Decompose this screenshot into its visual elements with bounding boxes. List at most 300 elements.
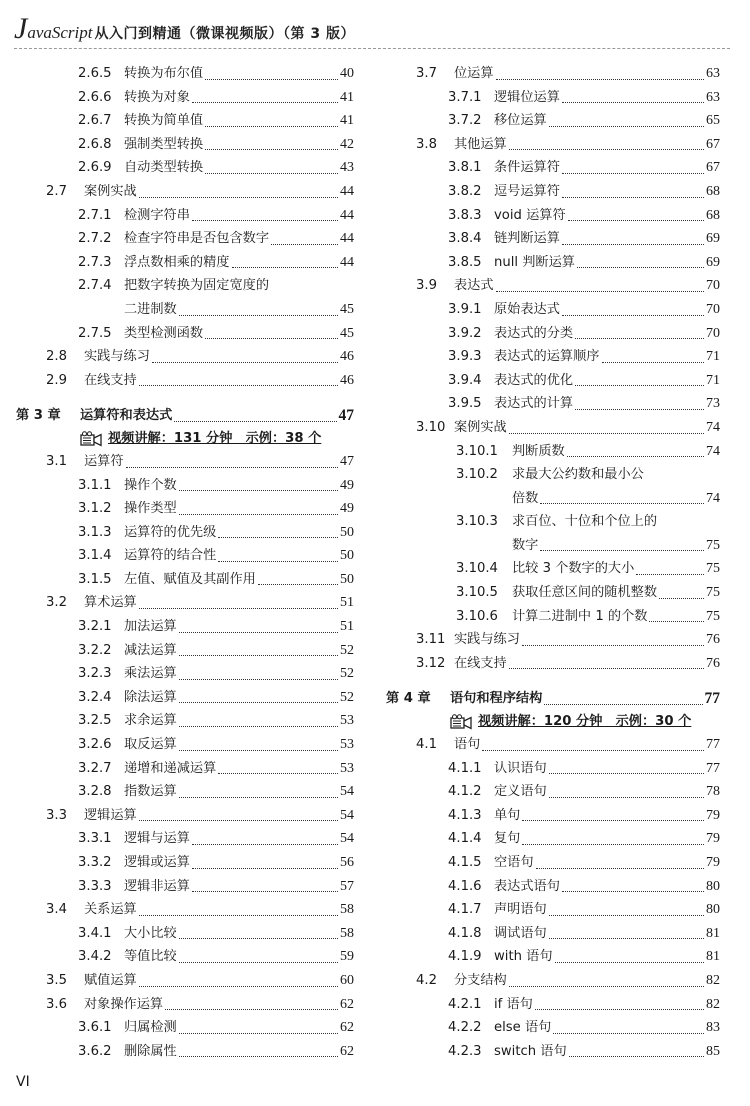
toc-entry[interactable] (14, 615, 354, 639)
toc-entry-number: 3.8.3 (448, 207, 482, 223)
toc-entry-number: 3.2.3 (78, 666, 112, 682)
toc-entry[interactable] (14, 133, 354, 157)
toc-entry-page: 50 (340, 524, 354, 540)
toc-entry-number: 3.1.5 (78, 571, 112, 587)
toc-entry-page: 76 (706, 655, 720, 671)
toc-entry[interactable] (384, 463, 720, 487)
toc-entry-page: 85 (706, 1043, 720, 1059)
toc-entry-page: 63 (706, 66, 720, 81)
toc-entry-title: 求余运算 (124, 713, 177, 729)
dot-leader (562, 86, 704, 104)
toc-entry-page: 81 (706, 925, 720, 941)
toc-entry[interactable] (14, 521, 354, 545)
toc-entry[interactable] (384, 204, 720, 228)
dot-leader (575, 322, 704, 340)
toc-entry[interactable] (384, 557, 720, 581)
toc-entry-title: 表达式语句 (494, 878, 560, 894)
toc-entry[interactable] (384, 875, 720, 899)
toc-entry-title: 对象操作运算 (84, 996, 164, 1012)
toc-entry-title: 求百位、十位和个位上的 (512, 514, 658, 530)
toc-entry[interactable] (384, 827, 720, 851)
dot-leader (179, 686, 338, 704)
toc-entry[interactable] (14, 345, 354, 369)
toc-entry[interactable] (14, 757, 354, 781)
toc-entry-page: 47 (340, 453, 354, 469)
toc-entry-page: 44 (340, 183, 354, 199)
toc-entry[interactable] (14, 827, 354, 851)
toc-entry[interactable] (384, 86, 720, 110)
toc-entry[interactable] (14, 591, 354, 615)
toc-entry[interactable] (14, 274, 354, 298)
toc-entry[interactable] (14, 662, 354, 686)
toc-entry[interactable] (384, 804, 720, 828)
dot-leader (522, 804, 704, 822)
toc-entry-page: 59 (340, 949, 354, 965)
toc-entry[interactable] (384, 392, 720, 416)
toc-entry[interactable] (384, 628, 720, 652)
toc-entry[interactable] (14, 993, 354, 1017)
toc-entry-page: 49 (340, 477, 354, 493)
toc-entry[interactable] (384, 733, 720, 757)
toc-entry-number: 第 3 章 (16, 408, 61, 424)
toc-entry-number: 2.7.2 (78, 231, 112, 247)
toc-entry-title: 表达式 (454, 278, 494, 294)
toc-entry[interactable] (14, 851, 354, 875)
dot-leader (549, 109, 704, 127)
toc-entry-number: 3.1.3 (78, 524, 112, 540)
toc-entry-page: 44 (340, 254, 354, 270)
toc-entry-page: 63 (706, 89, 720, 105)
dot-leader (496, 62, 704, 80)
toc-entry-title: 调试语句 (494, 925, 547, 941)
toc-entry-number: 4.1 (416, 737, 437, 753)
toc-entry-page: 44 (340, 207, 354, 223)
toc-entry-number: 3.9.5 (448, 396, 482, 412)
toc-entry-number: 3.2.7 (78, 760, 112, 776)
toc-entry-page: 45 (340, 325, 354, 341)
toc-entry-page: 57 (340, 878, 354, 894)
toc-entry-title: 逻辑非运算 (124, 878, 190, 894)
section-gap (384, 675, 720, 687)
toc-entry[interactable] (384, 945, 720, 969)
toc-entry[interactable] (14, 369, 354, 393)
toc-entry-number: 3.9.2 (448, 325, 482, 341)
toc-entry-title: 实践与练习 (84, 349, 150, 365)
toc-entry-page: 75 (706, 537, 720, 553)
toc-entry-number: 2.7 (46, 183, 67, 199)
toc-entry-page: 80 (706, 878, 720, 894)
toc-entry-number: 3.2.6 (78, 737, 112, 753)
toc-entry-number: 3.8.2 (448, 183, 482, 199)
toc-entry-page: 52 (340, 642, 354, 658)
toc-entry[interactable] (14, 686, 354, 710)
toc-entry-title: 在线支持 (454, 655, 507, 671)
toc-entry-title: 删除属性 (124, 1043, 177, 1059)
toc-entry[interactable] (14, 945, 354, 969)
toc-entry-page: 82 (706, 996, 720, 1012)
toc-entry-number: 3.2.1 (78, 619, 112, 635)
header-title-lead: J (14, 12, 28, 45)
dot-leader (536, 851, 704, 869)
toc-entry-number: 2.6.8 (78, 136, 112, 152)
toc-entry-number: 4.1.2 (448, 784, 482, 800)
toc-entry[interactable] (384, 440, 720, 464)
dot-leader (496, 274, 704, 292)
toc-entry-number: 3.9.4 (448, 372, 482, 388)
toc-entry-number: 4.1.5 (448, 855, 482, 870)
toc-entry-number: 3.3.1 (78, 831, 112, 847)
toc-entry-title: 表达式的运算顺序 (494, 349, 600, 365)
dot-leader (482, 733, 704, 751)
toc-entry-title: 运算符的优先级 (124, 524, 217, 540)
toc-entry-continuation[interactable] (384, 487, 720, 511)
toc-entry-title: 强制类型转换 (124, 136, 204, 152)
toc-entry-continuation[interactable] (384, 534, 720, 558)
section-gap (14, 392, 354, 404)
toc-entry[interactable] (384, 780, 720, 804)
toc-entry-page: 68 (706, 183, 720, 199)
toc-entry-page: 56 (340, 855, 354, 870)
toc-entry-page: 79 (706, 831, 720, 847)
toc-entry-number: 4.2.3 (448, 1043, 482, 1059)
dot-leader (139, 591, 338, 609)
toc-entry-title: 原始表达式 (494, 301, 560, 317)
toc-entry-page: 76 (706, 632, 720, 648)
dot-leader (126, 450, 338, 468)
toc-entry[interactable] (384, 345, 720, 369)
toc-entry-title: 链判断运算 (494, 231, 560, 247)
toc-entry-title: 操作个数 (124, 477, 177, 493)
toc-entry[interactable] (384, 993, 720, 1017)
toc-entry-page: 75 (706, 561, 720, 577)
toc-entry-title: else 语句 (494, 1020, 552, 1036)
dot-leader (179, 497, 338, 515)
toc-entry-page: 62 (340, 1043, 354, 1059)
toc-entry[interactable] (384, 133, 720, 157)
toc-entry-number: 3.2.5 (78, 713, 112, 729)
dot-leader (192, 86, 338, 104)
toc-entry-title: 运算符的结合性 (124, 548, 217, 564)
toc-chapter-entry[interactable] (384, 687, 720, 711)
toc-entry-title: 表达式的计算 (494, 396, 574, 412)
toc-entry[interactable] (384, 510, 720, 534)
toc-entry[interactable] (384, 109, 720, 133)
toc-entry-number: 3.12 (416, 655, 446, 671)
dot-leader (602, 345, 705, 363)
toc-entry-number: 3.10.4 (456, 561, 498, 577)
toc-entry[interactable] (14, 204, 354, 228)
toc-entry-title: 转换为布尔值 (124, 66, 204, 81)
toc-entry-title: 转换为对象 (124, 89, 190, 105)
toc-entry-title: 计算二进制中 1 的个数 (512, 608, 648, 624)
toc-entry-page: 41 (340, 89, 354, 105)
dot-leader (258, 568, 338, 586)
toc-entry[interactable] (14, 922, 354, 946)
toc-entry-page: 42 (340, 136, 354, 152)
toc-entry-number: 3.9.1 (448, 301, 482, 317)
dot-leader (179, 709, 338, 727)
toc-entry[interactable] (384, 581, 720, 605)
toc-entry[interactable] (14, 898, 354, 922)
dot-leader (192, 827, 338, 845)
toc-entry-number: 3.10 (416, 419, 446, 435)
toc-entry-number: 2.7.1 (78, 207, 112, 223)
toc-entry[interactable] (14, 1016, 354, 1040)
toc-entry-page: 54 (340, 807, 354, 823)
toc-entry-page: 46 (340, 349, 354, 365)
toc-entry[interactable] (14, 227, 354, 251)
toc-entry-continuation[interactable] (14, 298, 354, 322)
toc-entry-title: 声明语句 (494, 902, 547, 918)
toc-entry[interactable] (384, 274, 720, 298)
toc-entry-title: 逻辑与运算 (124, 831, 190, 847)
toc-entry-title: 取反运算 (124, 737, 177, 753)
toc-entry-title: 获取任意区间的随机整数 (512, 585, 658, 601)
toc-entry-title: 大小比较 (124, 925, 177, 941)
toc-entry-number: 2.7.3 (78, 254, 112, 270)
toc-entry-number: 3.10.2 (456, 467, 498, 483)
toc-entry[interactable] (14, 1040, 354, 1064)
toc-entry[interactable] (384, 898, 720, 922)
toc-entry-page: 54 (340, 831, 354, 847)
toc-entry-title: 语句和程序结构 (450, 691, 543, 707)
dot-leader (636, 557, 704, 575)
toc-entry[interactable] (14, 709, 354, 733)
toc-entry[interactable] (384, 156, 720, 180)
toc-entry-number: 3.8.4 (448, 231, 482, 247)
toc-entry[interactable] (384, 851, 720, 875)
toc-entry[interactable] (14, 109, 354, 133)
toc-entry[interactable] (14, 251, 354, 275)
toc-entry-number: 3.2.2 (78, 642, 112, 658)
toc-entry[interactable] (384, 605, 720, 629)
toc-entry-number: 3.11 (416, 632, 446, 648)
toc-entry-title: 在线支持 (84, 372, 137, 388)
toc-entry[interactable] (14, 804, 354, 828)
toc-entry-page: 52 (340, 689, 354, 705)
toc-entry[interactable] (384, 652, 720, 676)
dot-leader (192, 875, 338, 893)
dot-leader (192, 204, 338, 222)
toc-entry-title: 运算符和表达式 (80, 408, 173, 424)
toc-entry-title: 除法运算 (124, 689, 177, 705)
toc-entry-number: 3.4.1 (78, 925, 112, 941)
toc-entry-page: 73 (706, 396, 720, 412)
toc-entry-number: 4.1.7 (448, 902, 482, 918)
toc-entry[interactable] (14, 322, 354, 346)
toc-entry-title: 乘法运算 (124, 666, 177, 682)
toc-entry-title: 案例实战 (84, 183, 137, 199)
header-title-cn: 从入门到精通（微课视频版）（第 3 版） (94, 26, 355, 42)
toc-entry-title: 语句 (454, 737, 481, 753)
toc-entry[interactable] (14, 450, 354, 474)
toc-entry-title: 左值、赋值及其副作用 (124, 571, 256, 587)
video-camera-icon (450, 714, 472, 730)
toc-entry-title: 转换为简单值 (124, 113, 204, 129)
toc-entry-number: 4.1.3 (448, 807, 482, 823)
toc-entry[interactable] (14, 180, 354, 204)
toc-entry-title: 案例实战 (454, 419, 507, 435)
toc-entry[interactable] (384, 62, 720, 86)
toc-entry[interactable] (384, 322, 720, 346)
toc-entry-number: 3.1.1 (78, 477, 112, 493)
dot-leader (174, 404, 336, 422)
toc-entry[interactable] (384, 757, 720, 781)
toc-entry[interactable] (384, 1016, 720, 1040)
toc-entry-number: 4.1.9 (448, 949, 482, 965)
toc-entry-title: switch 语句 (494, 1043, 567, 1059)
toc-entry-title: 逗号运算符 (494, 183, 560, 199)
toc-entry-number: 2.7.5 (78, 325, 112, 341)
toc-entry-number: 3.3.3 (78, 878, 112, 894)
toc-entry-title: 指数运算 (124, 784, 177, 800)
dot-leader (577, 251, 704, 269)
dot-leader (509, 969, 704, 987)
toc-entry-title: 加法运算 (124, 619, 177, 635)
toc-entry-title: 表达式的优化 (494, 372, 574, 388)
toc-entry-title: 逻辑运算 (84, 807, 137, 823)
toc-entry-number: 3.9.3 (448, 349, 482, 365)
toc-entry-page: 54 (340, 784, 354, 800)
toc-entry-number: 3.10.5 (456, 585, 498, 601)
dot-leader (509, 133, 704, 151)
toc-entry[interactable] (384, 251, 720, 275)
video-camera-icon (80, 431, 102, 447)
toc-entry-title: 求最大公约数和最小公 (512, 467, 644, 483)
toc-entry[interactable] (384, 969, 720, 993)
toc-entry-page: 82 (706, 972, 720, 988)
toc-entry-number: 3.1.2 (78, 501, 112, 517)
toc-entry-number: 3.10.6 (456, 608, 498, 624)
toc-entry[interactable] (384, 922, 720, 946)
toc-entry[interactable] (14, 497, 354, 521)
toc-entry-number: 4.1.1 (448, 760, 482, 776)
dot-leader (562, 875, 704, 893)
toc-entry-title: 运算符 (84, 453, 124, 469)
toc-entry-title: 自动类型转换 (124, 160, 204, 176)
toc-entry-page: 83 (706, 1020, 720, 1036)
toc-entry[interactable] (14, 474, 354, 498)
toc-entry-title: 单句 (494, 807, 521, 823)
toc-entry-page: 68 (706, 207, 720, 223)
toc-entry-title: 检查字符串是否包含数字 (124, 231, 270, 247)
toc-entry[interactable] (14, 639, 354, 663)
toc-entry-title: 复句 (494, 831, 521, 847)
dot-leader (139, 969, 338, 987)
toc-entry-page: 45 (340, 301, 354, 317)
dot-leader (205, 109, 338, 127)
dot-leader (179, 1040, 338, 1058)
dot-leader (179, 733, 338, 751)
toc-entry-page: 77 (706, 760, 720, 776)
toc-entry-number: 3.1.4 (78, 548, 112, 564)
toc-entry-number: 3.10.1 (456, 443, 498, 459)
toc-entry-title: 比较 3 个数字的大小 (512, 561, 635, 577)
dot-leader (271, 227, 338, 245)
toc-entry-page: 70 (706, 301, 720, 317)
toc-entry[interactable] (14, 544, 354, 568)
dot-leader (522, 628, 704, 646)
dot-leader (179, 298, 338, 316)
toc-entry-page: 52 (340, 666, 354, 682)
toc-entry-title: 逻辑或运算 (124, 855, 190, 870)
toc-entry[interactable] (14, 156, 354, 180)
toc-entry[interactable] (14, 875, 354, 899)
toc-entry-title: 检测字符串 (124, 207, 190, 223)
toc-entry-page: 69 (706, 231, 720, 247)
toc-entry[interactable] (14, 62, 354, 86)
dot-leader (232, 251, 339, 269)
toc-entry-page: 79 (706, 855, 720, 870)
toc-entry-number: 3.9 (416, 278, 437, 294)
dot-leader (553, 1016, 704, 1034)
toc-entry-number: 3.6.1 (78, 1020, 112, 1036)
toc-entry-number: 3.3.2 (78, 855, 112, 870)
dot-leader (575, 392, 704, 410)
toc-entry-number: 3.7.1 (448, 89, 482, 105)
toc-entry-number: 3.6.2 (78, 1043, 112, 1059)
toc-entry[interactable] (14, 733, 354, 757)
toc-entry-page: 77 (704, 690, 720, 708)
toc-entry-title: with 语句 (494, 949, 553, 965)
toc-entry[interactable] (384, 180, 720, 204)
toc-entry[interactable] (384, 1040, 720, 1064)
toc-entry-title: void 运算符 (494, 207, 566, 223)
toc-entry-page: 47 (338, 407, 354, 425)
toc-entry-page: 78 (706, 784, 720, 800)
toc-entry-number: 第 4 章 (386, 691, 431, 707)
toc-entry-page: 58 (340, 925, 354, 941)
video-info-row (384, 711, 720, 733)
toc-entry-number: 4.1.4 (448, 831, 482, 847)
toc-entry-title: 赋值运算 (84, 972, 137, 988)
toc-entry-page: 53 (340, 737, 354, 753)
toc-entry-title: null 判断运算 (494, 254, 575, 270)
toc-entry-page: 65 (706, 113, 720, 129)
toc-entry[interactable] (384, 369, 720, 393)
dot-leader (562, 227, 704, 245)
toc-left-column (14, 62, 354, 1063)
toc-entry[interactable] (384, 298, 720, 322)
toc-entry[interactable] (14, 780, 354, 804)
toc-entry-page: 62 (340, 1020, 354, 1036)
toc-entry[interactable] (384, 227, 720, 251)
toc-entry-page: 41 (340, 113, 354, 129)
toc-entry-number: 2.8 (46, 349, 67, 365)
toc-chapter-entry[interactable] (14, 404, 354, 428)
dot-leader (568, 204, 704, 222)
toc-entry-number: 3.2.8 (78, 784, 112, 800)
toc-entry[interactable] (384, 416, 720, 440)
toc-entry[interactable] (14, 568, 354, 592)
toc-entry-number: 3.8.1 (448, 160, 482, 176)
toc-entry[interactable] (14, 969, 354, 993)
dot-leader (139, 180, 338, 198)
toc-entry-page: 75 (706, 585, 720, 601)
toc-entry-number: 3.7 (416, 66, 437, 81)
toc-entry-title: 认识语句 (494, 760, 547, 776)
dot-leader (549, 757, 704, 775)
toc-entry-number: 4.2.2 (448, 1020, 482, 1036)
toc-entry[interactable] (14, 86, 354, 110)
dot-leader (179, 615, 338, 633)
dot-leader (139, 369, 338, 387)
toc-entry-number: 3.8.5 (448, 254, 482, 270)
dot-leader (562, 156, 704, 174)
toc-entry-page: 74 (706, 490, 720, 506)
dot-leader (218, 544, 338, 562)
dot-leader (549, 898, 704, 916)
